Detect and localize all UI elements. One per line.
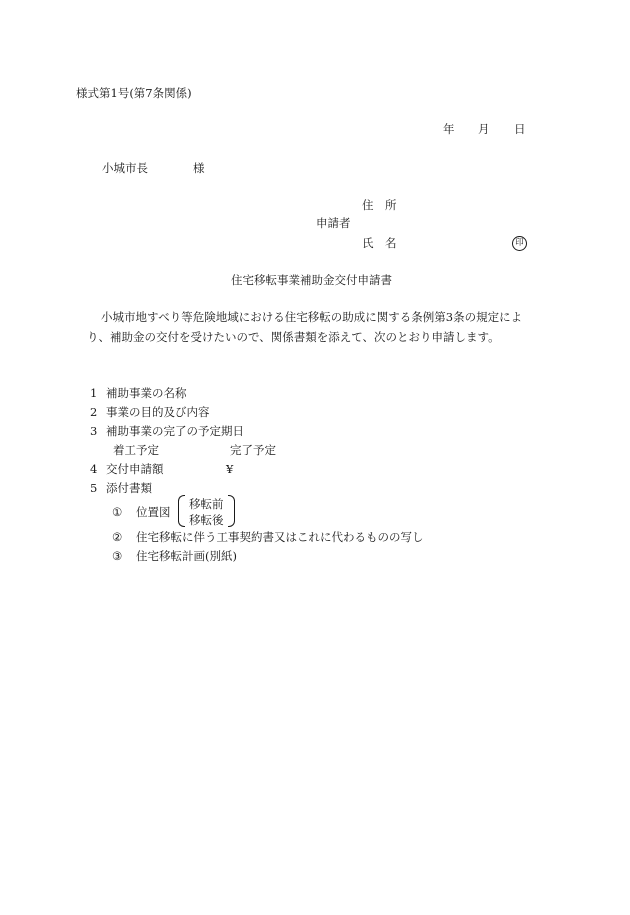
item-3-label: 補助事業の完了の予定期日 — [106, 424, 244, 438]
left-brace — [178, 495, 185, 527]
item-5-number: 5 — [90, 481, 98, 495]
date-year: 年 — [443, 122, 455, 136]
date-month: 月 — [478, 122, 490, 136]
item-3-number: 3 — [90, 424, 98, 438]
attachment-1-label: 位置図 — [136, 505, 171, 519]
right-brace — [228, 495, 235, 527]
addressee-name: 小城市長 — [102, 161, 148, 175]
addressee-honorific: 様 — [193, 161, 205, 175]
attachment-1-option-before: 移転前 — [189, 497, 224, 511]
schedule-end-label: 完了予定 — [230, 443, 276, 457]
item-1-number: 1 — [90, 386, 98, 400]
item-1-label: 補助事業の名称 — [106, 386, 187, 400]
seal-mark: 印 — [512, 236, 527, 251]
body-line-2: り、補助金の交付を受けたいので、関係書類を添えて、次のとおり申請します。 — [87, 330, 500, 344]
item-2-number: 2 — [90, 405, 98, 419]
date-day: 日 — [514, 122, 526, 136]
item-4-number: 4 — [90, 462, 98, 476]
schedule-start-label: 着工予定 — [113, 443, 159, 457]
document-title: 住宅移転事業補助金交付申請書 — [231, 273, 392, 287]
form-number: 様式第1号(第7条関係) — [76, 86, 192, 100]
yen-mark: ¥ — [226, 462, 234, 476]
attachment-3-mark: ③ — [112, 549, 123, 563]
attachment-2-mark: ② — [112, 530, 123, 544]
body-line-1: 小城市地すべり等危険地域における住宅移転の助成に関する条例第3条の規定によ — [101, 310, 523, 324]
attachment-3-label: 住宅移転計画(別紙) — [136, 549, 237, 563]
attachment-1-mark: ① — [112, 505, 123, 519]
attachment-1-option-after: 移転後 — [189, 513, 224, 527]
applicant-label: 申請者 — [316, 216, 351, 230]
item-4-label: 交付申請額 — [106, 462, 164, 476]
address-label: 住 所 — [362, 198, 397, 212]
item-2-label: 事業の目的及び内容 — [106, 405, 210, 419]
item-5-label: 添付書類 — [106, 481, 152, 495]
attachment-2-label: 住宅移転に伴う工事契約書又はこれに代わるものの写し — [136, 530, 424, 544]
name-label: 氏 名 — [362, 236, 397, 250]
